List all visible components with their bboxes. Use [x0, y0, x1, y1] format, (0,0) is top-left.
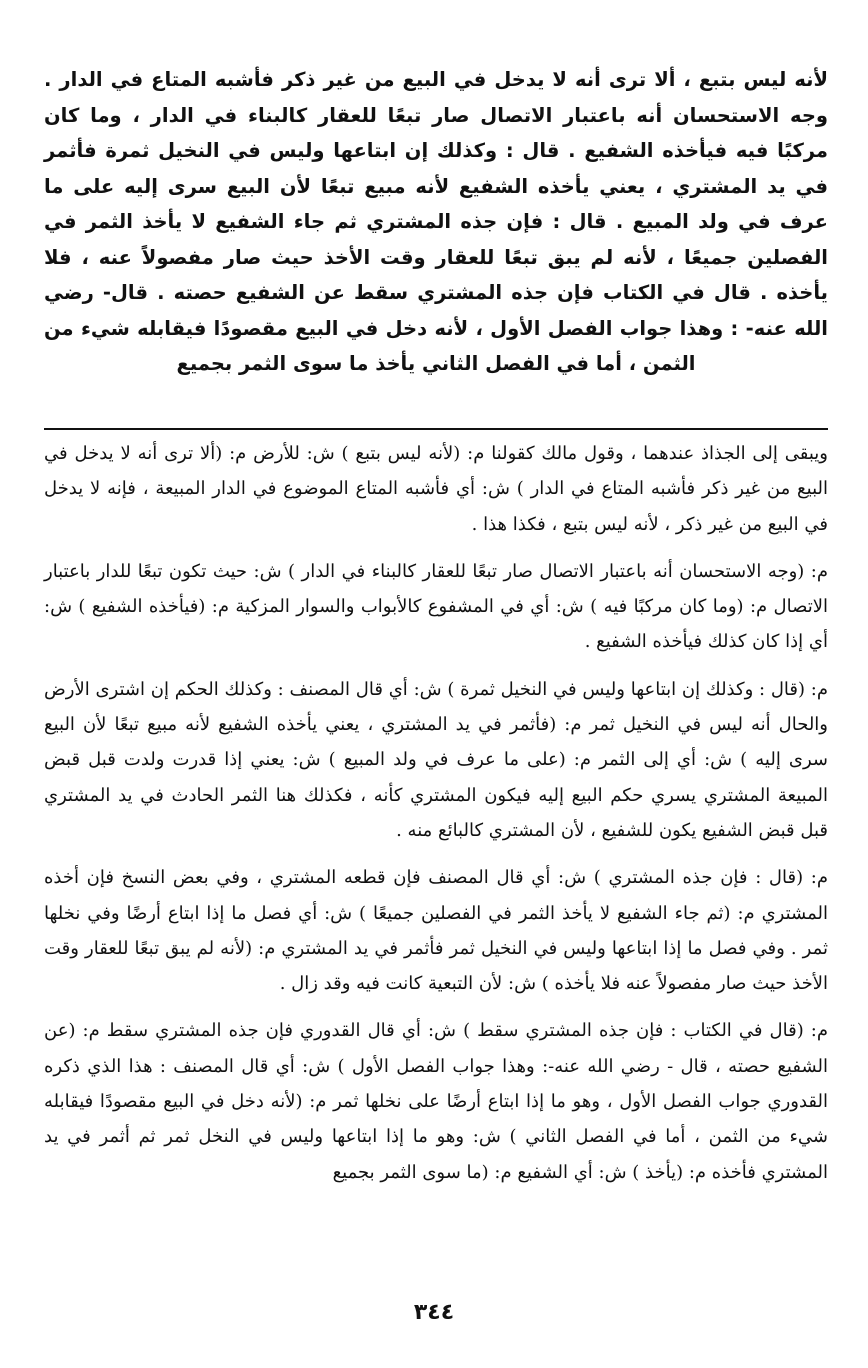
- commentary-paragraph-3: م: (قال : وكذلك إن ابتاعها وليس في النخيل ثمرة ) ش: أي قال المصنف : وكذلك الحكم إن اشترى الأرض والحال أنه ليس في النخيل ثمر م: (فأثمر في يد المشتري ، يعني يأخذه الشفيع لأنه مبيع تبعًا لأن البيع سرى إليه ) ش: أي إلى الثمر م: (على ما عرف في ولد المبيع ) ش: يعني إذا قدرت ولدت قبل قبض المبيعة المشتري يسري حكم البيع إليه فيكون المشتري كأنه ، فكذلك هنا الثمر الحادث في يد المشتري قبل قبض الشفيع يكون للشفيع ، لأن المشتري كالبائع منه .: [44, 678, 829, 841]
- main-text-block: [44, 62, 828, 382]
- main-text: لأنه ليس بتبع ، ألا ترى أنه لا يدخل في البيع من غير ذكر فأشبه المتاع في الدار . وجه الاستحسان أنه باعتبار الاتصال صار تبعًا للعقار كالبناء في الدار ، وما كان مركبًا فيه فيأخذه الشفيع . قال : وكذلك إن ابتاعها وليس في النخيل ثمرة فأثمر في يد المشتري ، يعني يأخذه الشفيع لأنه مبيع تبعًا لأن البيع سرى إليه على ما عرف في ولد المبيع . قال : فإن جذه المشتري ثم جاء الشفيع لا يأخذ الثمر في الفصلين جميعًا ، لأنه لم يبق تبعًا للعقار وقت الأخذ حيث صار مفصولاً عنه ، فلا يأخذه . قال في الكتاب فإن جذه المشتري سقط عن الشفيع حصته . قال- رضي الله عنه- : وهذا جواب الفصل الأول ، لأنه دخل في البيع مقصودًا فيقابله شيء من الثمن ، أما في الفصل الثاني يأخذ ما سوى الثمر بجميع: [44, 68, 828, 375]
- footnote-divider: [44, 428, 828, 430]
- commentary-paragraph-5: م: (قال في الكتاب : فإن جذه المشتري سقط ) ش: أي قال القدوري فإن جذه المشتري سقط م: (عن الشفيع حصته ، قال - رضي الله عنه-: وهذا جواب الفصل الأول ) ش: أي قال المصنف : هذا الذي ذكره القدوري جواب الفصل الأول ، وهو ما إذا ابتاع أرضًا على نخلها ثمر م: (لأنه دخل في البيع مقصودًا فيقابله شيء من الثمن ، أما في الفصل الثاني ) ش: وهو ما إذا ابتاعها وليس في النخل ثمر ثم أثمر في يد المشتري فأخذه م: (يأخذ ) ش: أي الشفيع م: (ما سوى الثمر بجميع: [44, 1020, 828, 1183]
- commentary-paragraph-1: ويبقى إلى الجذاذ عندهما ، وقول مالك كقولنا م: (لأنه ليس بتبع ) ش: للأرض م: (ألا ترى أنه لا يدخل في البيع من غير ذكر فأشبه المتاع في الدار ) ش: أي فأشبه المتاع الموضوع في الدار المبيعة ، فإنه لا يدخل في البيع من غير ذكر ، لأنه ليس بتبع ، فكذا هذا .: [44, 443, 828, 535]
- commentary-paragraph-2: م: (وجه الاستحسان أنه باعتبار الاتصال صار تبعًا للعقار كالبناء في الدار ) ش: حيث تكون تبعًا للدار باعتبار الاتصال م: (وما كان مركبًا فيه ) ش: أي في المشفوع كالأبواب والسوار المزكية م: (فيأخذه الشفيع ) ش: أي إذا كان كذلك فيأخذه الشفيع .: [44, 560, 828, 653]
- commentary-block: [44, 436, 828, 1202]
- page-number: ٣٤٤: [413, 1300, 455, 1325]
- commentary-paragraph-4: م: (قال : فإن جذه المشتري ) ش: أي قال المصنف فإن قطعه المشتري ، وفي بعض النسخ فإن أخذه المشتري م: (ثم جاء الشفيع لا يأخذ الثمر في الفصلين جميعًا ) ش: أي فصل ما إذا ابتاع أرضًا وفي نخلها ثمر . وفي فصل ما إذا ابتاعها وليس في النخيل ثمر فأثمر في يد المشتري م: (لأنه لم يبق تبعًا للعقار وقت الأخذ حيث صار مفصولاً عنه فلا يأخذه ) ش: لأن التبعية كانت فيه وقد زال .: [44, 867, 828, 995]
